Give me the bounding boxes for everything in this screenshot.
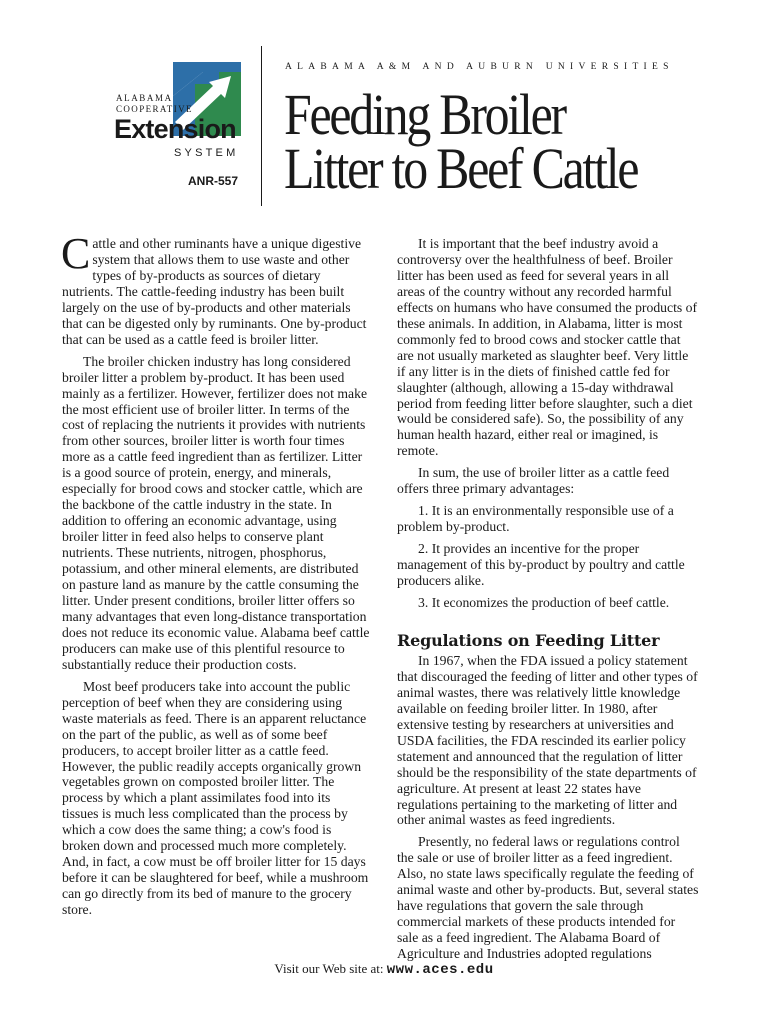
logo-line-4: SYSTEM (174, 147, 239, 159)
paragraph: In 1967, when the FDA issued a policy statement that discouraged the feeding of litter and other types of animal wastes, there was relatively little knowledge available on feeding broiler litter. In 1980, after extensive testing by researchers at universities and USDA facilities, the FDA rescinded its earlier policy statement and announced that the regulation of litter should be the responsibility of the state departments of agriculture. At present at least 22 states have regulations pertaining to the marketing of litter and other animal wastes as feed ingredients. (397, 652, 698, 828)
extension-logo (108, 62, 248, 192)
intro-paragraph-text: attle and other ruminants have a unique digestive system that allows them to use waste and other types of by-products as sources of dietary nutrients. The cattle-feeding industry has been built largely on the use of by-products and other materials that can be digested only by ruminants. One by-product that can be used as a cattle feed is broiler litter. (62, 236, 367, 347)
right-column (397, 236, 699, 968)
header-divider (261, 46, 262, 206)
list-item: 1. It is an environmentally responsible use of a problem by-product. (397, 503, 674, 535)
universities-line: ALABAMA A&M AND AUBURN UNIVERSITIES (285, 62, 674, 72)
paragraph: Most beef producers take into account the public perception of beef when they are considering using waste materials as feed. There is an apparent reluctance on the part of the public, as well as of some beef producers, to accept broiler litter as a cattle feed. However, the public readily accepts organically grown vegetables grown on composted broiler litter. The process by which a plant assimilates food into its tissues is much less complicated than the process by which a cow does the same thing; a cow's food is broken down and processed much more completely. And, in fact, a cow must be off broiler litter for 15 days before it can be slaughtered for beef, while a mushroom can go directly from its bed of manure to the grocery store. (62, 678, 369, 918)
left-column (61, 229, 370, 924)
logo-line-3: Extension (114, 114, 236, 144)
drop-cap: C (61, 229, 91, 278)
logo-line-1: ALABAMA (116, 93, 173, 103)
paragraph: The broiler chicken industry has long considered broiler litter a problem by-product. It has been used mainly as a fertilizer. However, fertilizer does not make the most efficient use of broiler litter. In terms of the cost of replacing the nutrients it provides with nutrients from other sources, broiler litter is worth four times more as a cattle feed ingredient than as fertilizer. Litter is a good source of protein, energy, and minerals, especially for brood cows and stocker cattle, which are the backbone of the cattle industry in the state. In addition to offering an economic advantage, using broiler litter in feed also helps to conserve plant nutrients. These nutrients, nitrogen, phosphorus, potassium, and other mineral elements, are distributed on pasture land as manure by the cattle consuming the litter. Under present conditions, broiler litter offers so many advantages that even long-distance transportation does not reduce its economic value. Alabama beef cattle producers can make use of this plentiful resource to substantially reduce their production costs. (62, 353, 370, 672)
title-line-1: Feeding Broiler (284, 82, 565, 147)
footer-text: Visit our Web site at: (274, 961, 384, 976)
logo-line-2: COOPERATIVE (116, 104, 193, 114)
section-heading: Regulations on Feeding Litter (397, 630, 660, 650)
list-item: 2. It provides an incentive for the proper management of this by-product by poultry and cattle producers alike. (397, 541, 685, 589)
list-item: 3. It economizes the production of beef cattle. (418, 595, 670, 611)
footer (0, 961, 768, 978)
paragraph: In sum, the use of broiler litter as a cattle feed offers three primary advantages: (397, 465, 670, 497)
website-link[interactable]: www.aces.edu (386, 962, 494, 978)
page-title (284, 82, 638, 201)
intro-paragraph (61, 229, 370, 348)
publication-number: ANR-557 (188, 174, 239, 188)
paragraph: Presently, no federal laws or regulations control the sale or use of broiler litter as a feed ingredient. Also, no state laws specifically regulate the feeding of animal waste and other by-products. But, several states have regulations that govern the sale through commercial markets of these products intended for sale as a feed ingredient. The Alabama Board of Agriculture and Industries adopted regulations (397, 834, 699, 962)
title-line-2: Litter to Beef Cattle (284, 136, 638, 201)
paragraph: It is important that the beef industry avoid a controversy over the healthfulness of beef. Broiler litter has been used as feed for several years in all areas of the country without any recorded harmful effects on humans who have consumed the products of these animals. In addition, in Alabama, litter is most commonly fed to brood cows and stocker cattle that are not usually marketed as slaughter beef. Very little if any litter is in the diets of finished cattle fed for slaughter (although, allowing a 15-day withdrawal period from feeding litter before slaughter, such a diet would be considered safe). So, the possibility of any human health hazard, either real or imagined, is remote. (397, 236, 698, 459)
